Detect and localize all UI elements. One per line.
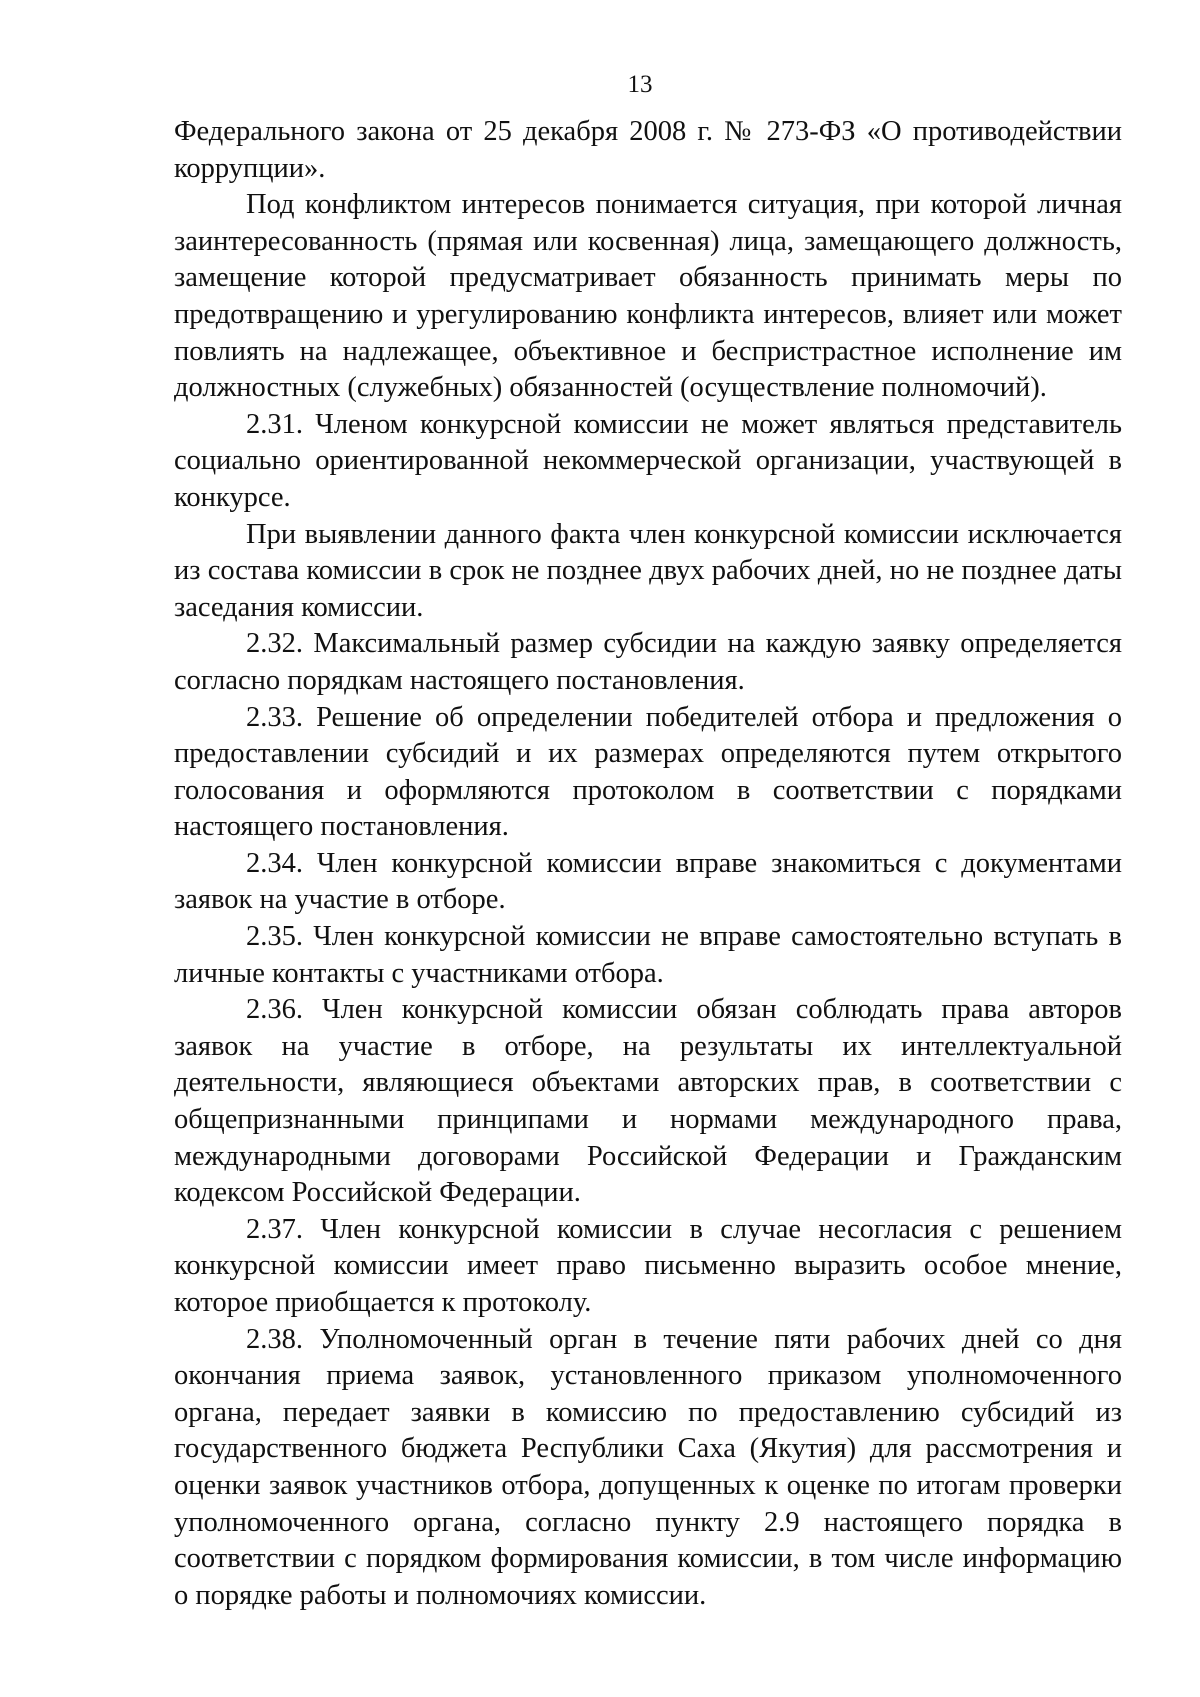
paragraph-2-31-exclusion: При выявлении данного факта член конкурсной комиссии исключается из состава комиссии в срок не позднее двух рабочих дней, но не позднее даты заседания комиссии. <box>174 518 1122 623</box>
paragraph-2-32: 2.32. Максимальный размер субсидии на каждую заявку определяется согласно порядкам настоящего постановления. <box>174 628 1122 696</box>
page-number: 13 <box>627 71 653 98</box>
paragraph-2-35: 2.35. Член конкурсной комиссии не вправе самостоятельно вступать в личные контакты с участниками отбора. <box>174 921 1122 989</box>
paragraph-2-34: 2.34. Член конкурсной комиссии вправе знакомиться с документами заявок на участие в отборе. <box>174 847 1122 916</box>
paragraph-2-38: 2.38. Уполномоченный орган в течение пяти рабочих дней со дня окончания приема заявок, установленного приказом уполномоченного органа, передает заявки в комиссию по предоставлению субсидий из государственного бюджета Республики Саха (Якутия) для рассмотрения и оценки заявок участников отбора, допущенных к оценке по итогам проверки уполномоченного органа, согласно пункту 2.9 настоящего порядка в соответствии с порядком формирования комиссии, в том числе информацию о порядке работы и полномочиях комиссии. <box>174 1323 1122 1611</box>
paragraph-2-31: 2.31. Членом конкурсной комиссии не может являться представитель социально ориентированной некоммерческой организации, участвующей в конкурсе. <box>174 408 1122 513</box>
paragraph-2-33: 2.33. Решение об определении победителей отбора и предложения о предоставлении субсидий и их размерах определяются путем открытого голосования и оформляются протоколом в соответствии с порядками настоящего постановления. <box>174 701 1122 843</box>
document-body <box>174 114 1122 1614</box>
paragraph-2-37: 2.37. Член конкурсной комиссии в случае несогласия с решением конкурсной комиссии имеет право письменно выразить особое мнение, которое приобщается к протоколу. <box>174 1213 1122 1318</box>
paragraph-continuation-273-fz: Федерального закона от 25 декабря 2008 г. № 273-ФЗ «О противодействии коррупции». <box>174 116 1122 184</box>
paragraph-conflict-of-interest-definition: Под конфликтом интересов понимается ситуация, при которой личная заинтересованность (прямая или косвенная) лица, замещающего должность, замещение которой предусматривает обязанность принимать меры по предотвращению и урегулированию конфликта интересов, влияет или может повлиять на надлежащее, объективное и беспристрастное исполнение им должностных (служебных) обязанностей (осуществление полномочий). <box>174 189 1122 404</box>
paragraph-2-36: 2.36. Член конкурсной комиссии обязан соблюдать права авторов заявок на участие в отборе, на результаты их интеллектуальной деятельности, являющиеся объектами авторских прав, в соответствии с общепризнанными принципами и нормами международного права, международными договорами Российской Федерации и Гражданским кодексом Российской Федерации. <box>174 994 1122 1209</box>
